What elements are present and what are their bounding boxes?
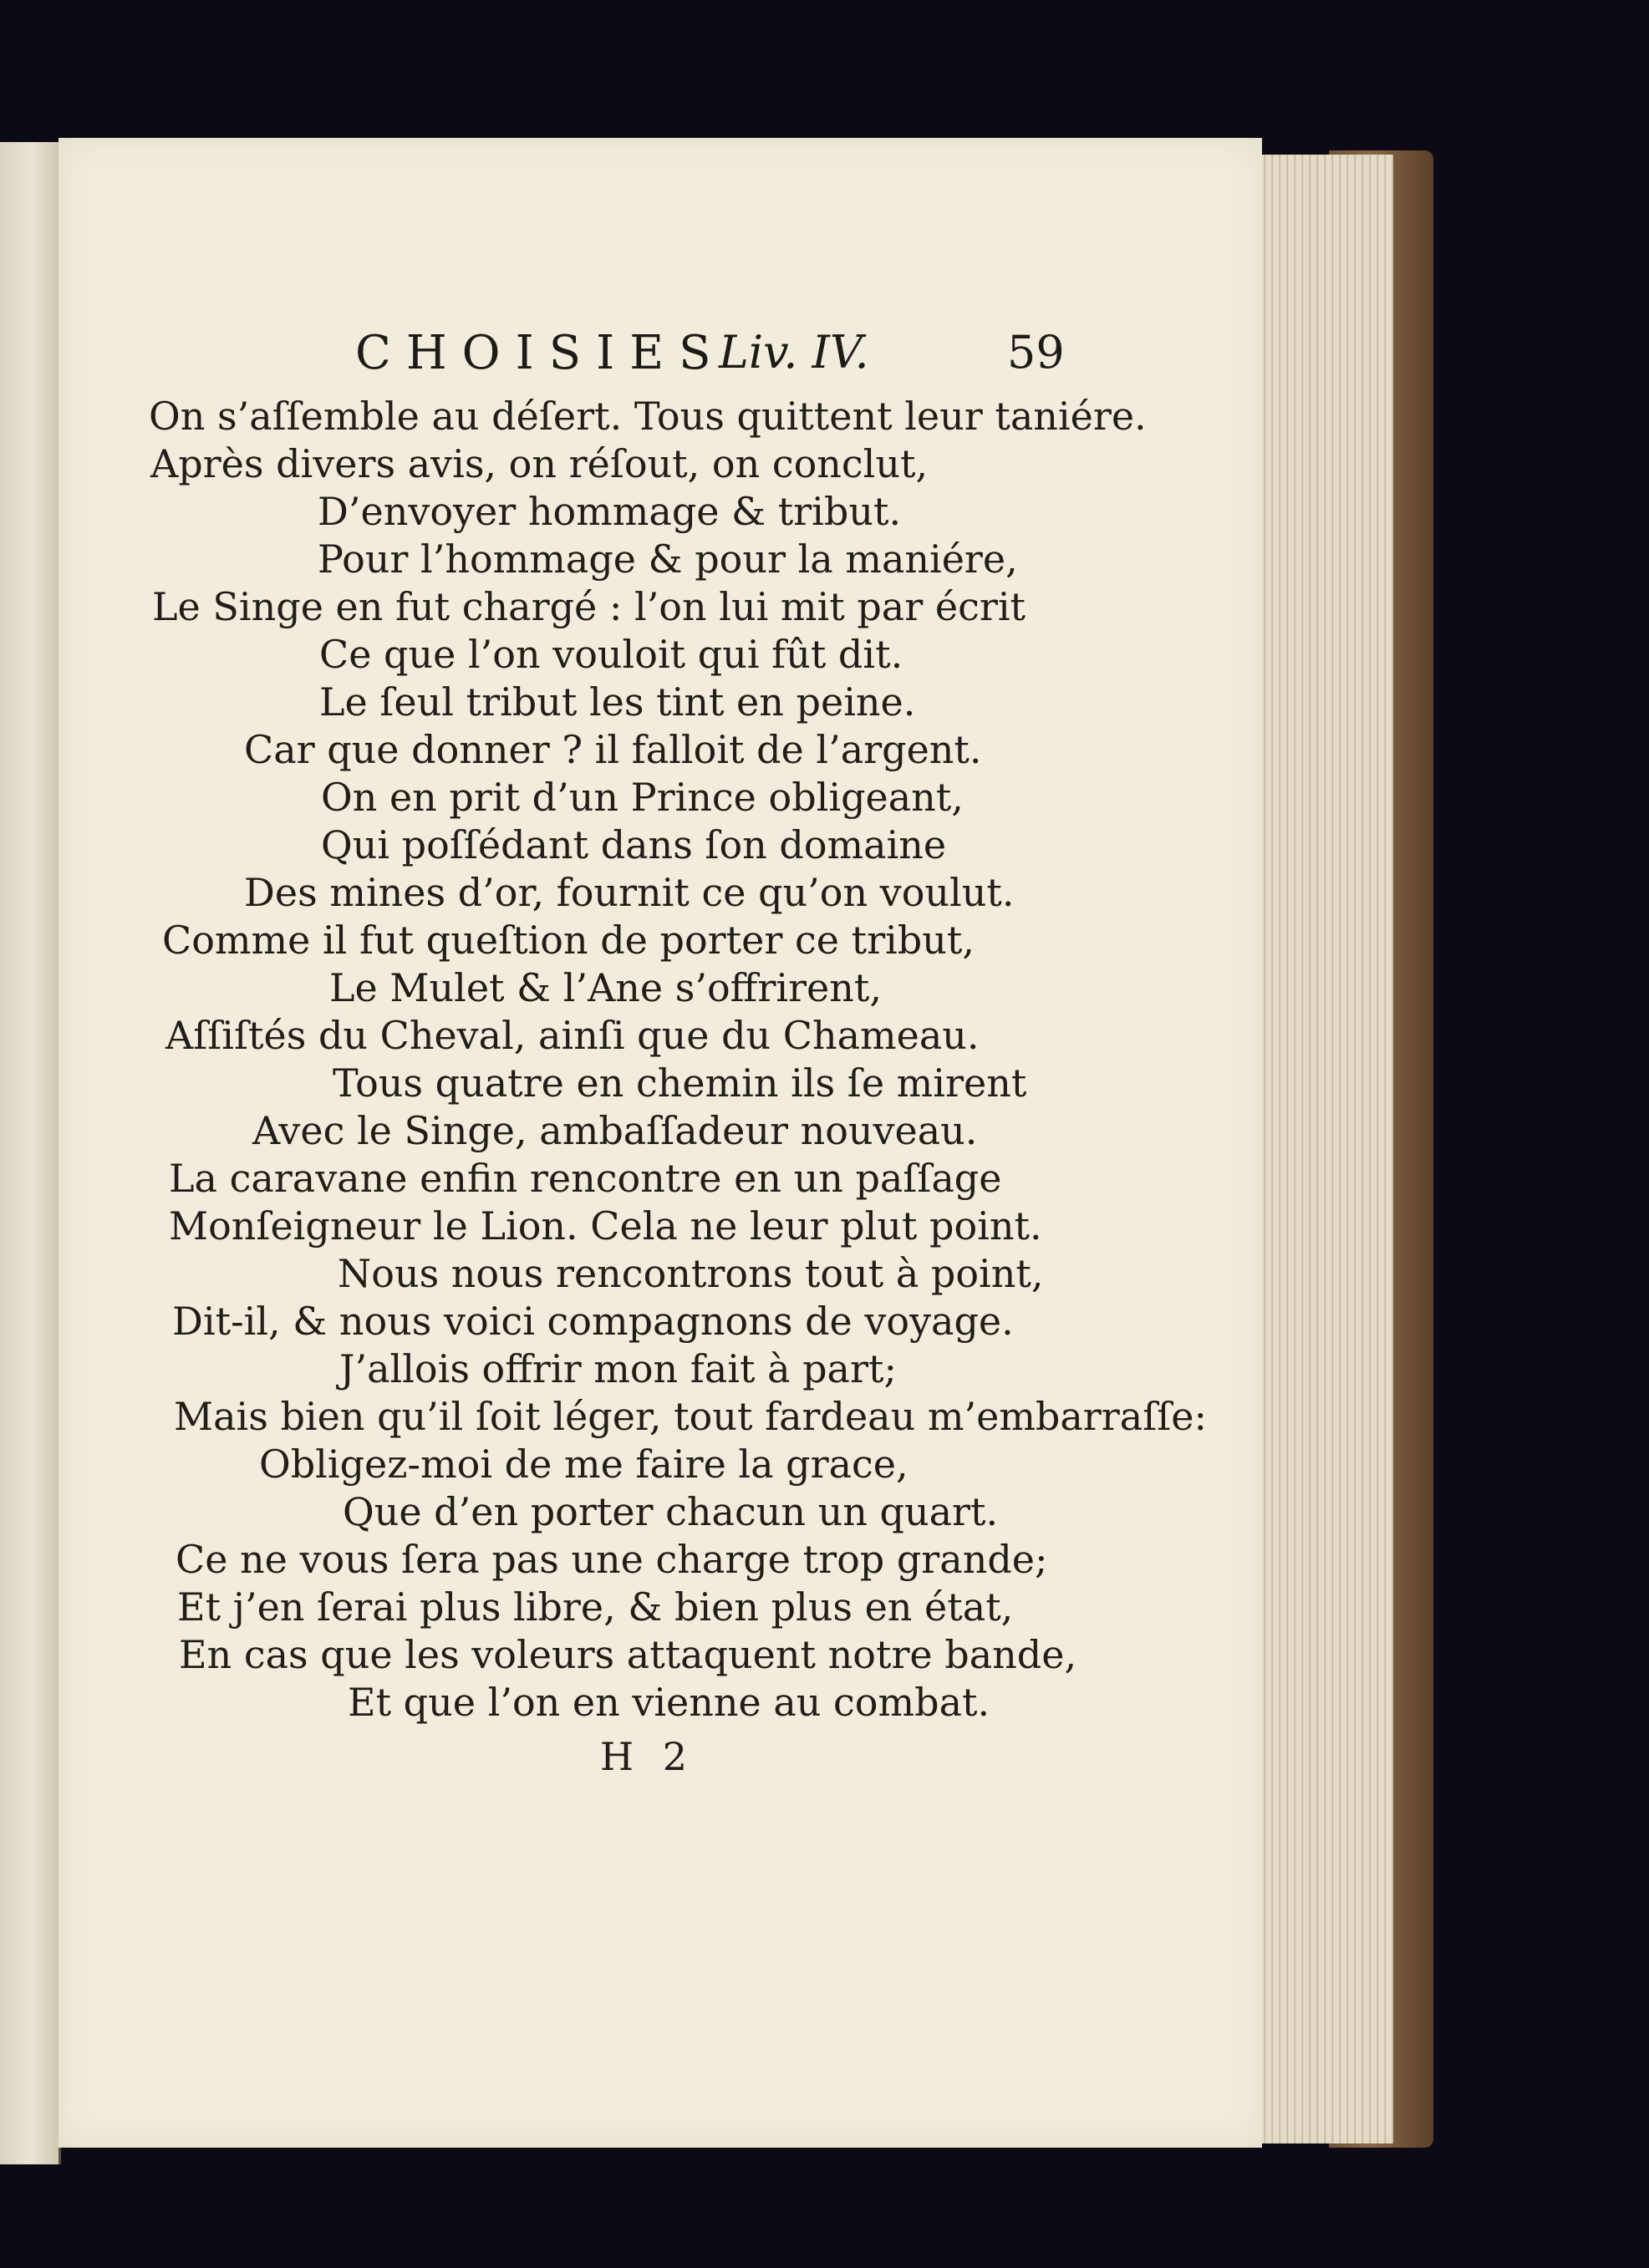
page-number: 59 <box>1007 326 1065 379</box>
verse-line: Que d’en porter chacun un quart. <box>343 1489 999 1534</box>
running-title: CHOISIES <box>355 326 726 380</box>
verse-line: Des mines d’or, fournit ce qu’on voulut. <box>244 870 1015 915</box>
book-reference: Liv. IV. <box>719 326 869 379</box>
verse-line: Obligez-moi de me faire la grace, <box>259 1442 908 1487</box>
signature-mark: H 2 <box>600 1734 696 1779</box>
verse-line: En cas que les voleurs attaquent notre bande, <box>179 1632 1077 1677</box>
verse-line: Nous nous rencontrons tout à point, <box>338 1251 1044 1296</box>
verse-line: On s’aſſemble au déſert. Tous quittent leur taniére. <box>149 394 1147 439</box>
verse-line: On en prit d’un Prince obligeant, <box>321 775 964 820</box>
page-header <box>59 326 1262 393</box>
verse-line: Après divers avis, on réſout, on conclut, <box>150 441 929 486</box>
verse-line: Tous quatre en chemin ils ſe mirent <box>333 1060 1027 1106</box>
verse-line: Monſeigneur le Lion. Cela ne leur plut point. <box>169 1203 1042 1248</box>
book-page <box>59 138 1262 2148</box>
verse-line: Ce que l’on vouloit qui fût dit. <box>319 632 903 677</box>
verse-line: Dit-il, & nous voici compagnons de voyage. <box>172 1299 1014 1344</box>
verse-line: Avec le Singe, ambaſſadeur nouveau. <box>252 1108 978 1153</box>
verse-line: Ce ne vous ſera pas une charge trop grande; <box>176 1537 1048 1582</box>
verse-line: Mais bien qu’il ſoit léger, tout fardeau m’embarraſſe: <box>174 1394 1207 1439</box>
verse-line: Comme il fut queſtion de porter ce tribut, <box>162 918 975 963</box>
verse-line: Le Singe en fut chargé : l’on lui mit par écrit <box>152 584 1026 629</box>
left-facing-page <box>0 142 61 2164</box>
page-block-edges <box>1249 155 1393 2143</box>
verse-line: Et que l’on en vienne au combat. <box>348 1680 990 1725</box>
verse-line: J’allois offrir mon fait à part; <box>339 1346 897 1391</box>
verse-line: Car que donner ? il falloit de l’argent. <box>244 727 982 772</box>
verse-line: La caravane enfin rencontre en un paſſage <box>169 1156 1002 1201</box>
verse-line: Le Mulet & l’Ane s’offrirent, <box>329 965 883 1010</box>
verse-line: Qui poſſédant dans ſon domaine <box>321 822 947 867</box>
verse-line: Et j’en ſerai plus libre, & bien plus en état, <box>177 1584 1014 1630</box>
verse-line: Aſſiſtés du Cheval, ainſi que du Chameau. <box>165 1013 980 1058</box>
verse-line: D’envoyer hommage & tribut. <box>318 489 902 534</box>
verse-line: Pour l’hommage & pour la maniére, <box>318 536 1018 582</box>
verse-line: Le ſeul tribut les tint en peine. <box>319 679 916 725</box>
